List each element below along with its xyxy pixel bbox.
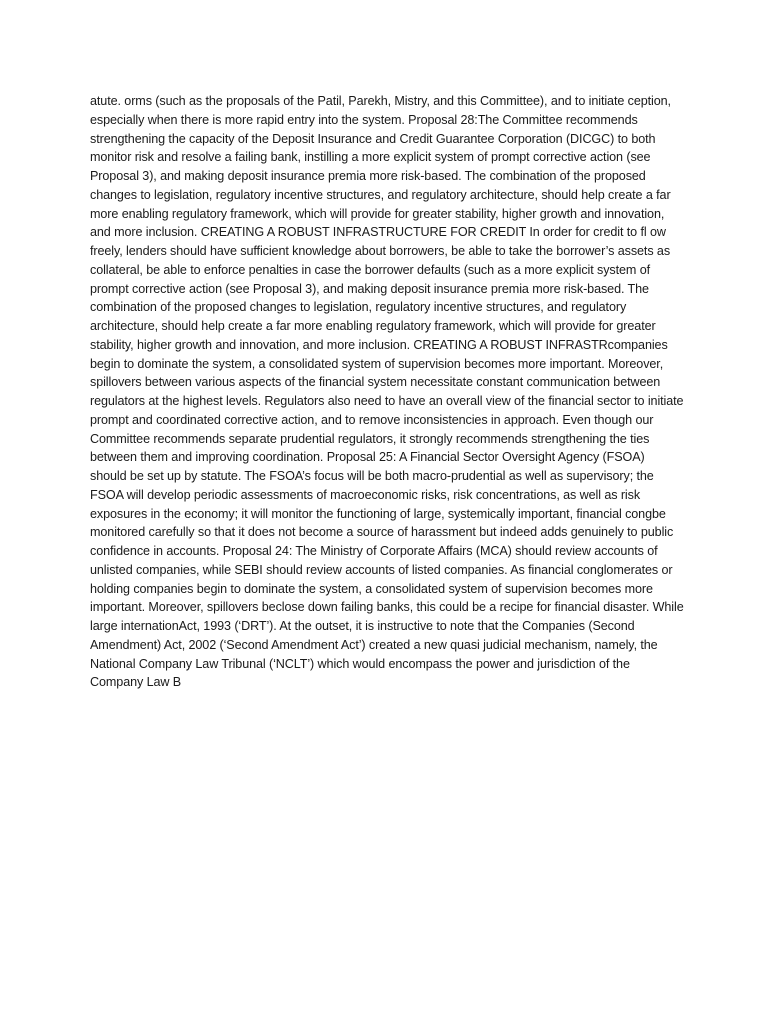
- body-paragraph: atute. orms (such as the proposals of the Patil, Parekh, Mistry, and this Committee), and to initiate ception, especially when there is more rapid entry into the system. Proposal 28:The Committee recommends strengthening the capacity of the Deposit Insurance and Credit Guarantee Corporation (DICGC) to both monitor risk and resolve a failing bank, instilling a more explicit system of prompt corrective action (see Proposal 3), and making deposit insurance premia more risk-based. The combination of the proposed changes to legislation, regulatory incentive structures, and regulatory architecture, should help create a far more enabling regulatory framework, which will provide for greater stability, higher growth and innovation, and more inclusion. CREATING A ROBUST INFRASTRUCTURE FOR CREDIT In order for credit to fl ow freely, lenders should have sufficient knowledge about borrowers, be able to take the borrower’s assets as collateral, be able to enforce penalties in case the borrower defaults (such as a more explicit system of prompt corrective action (see Proposal 3), and making deposit insurance premia more risk-based. The combination of the proposed changes to legislation, regulatory incentive structures, and regulatory architecture, should help create a far more enabling regulatory framework, which will provide for greater stability, higher growth and innovation, and more inclusion. CREATING A ROBUST INFRASTRcompanies begin to dominate the system, a consolidated system of supervision becomes more important. Moreover, spillovers between various aspects of the financial system necessitate constant communication between regulators at the highest levels. Regulators also need to have an overall view of the financial sector to initiate prompt and coordinated corrective action, and to remove inconsistencies in approach. Even though our Committee recommends separate prudential regulators, it strongly recommends strengthening the ties between them and improving coordination. Proposal 25: A Financial Sector Oversight Agency (FSOA) should be set up by statute. The FSOA’s focus will be both macro-prudential as well as supervisory; the FSOA will develop periodic assessments of macroeconomic risks, risk concentrations, as well as risk exposures in the economy; it will monitor the functioning of large, systemically important, financial congbe monitored carefully so that it does not become a source of harassment but indeed adds genuinely to public confidence in accounts. Proposal 24: The Ministry of Corporate Affairs (MCA) should review accounts of unlisted companies, while SEBI should review accounts of listed companies. As financial conglomerates or holding companies begin to dominate the system, a consolidated system of supervision becomes more important. Moreover, spillovers beclose down failing banks, this could be a recipe for financial disaster. While large internationAct, 1993 (‘DRT’). At the outset, it is instructive to note that the Companies (Second Amendment) Act, 2002 (‘Second Amendment Act’) created a new quasi judicial mechanism, namely, the National Company Law Tribunal (‘NCLT’) which would encompass the power and jurisdiction of the Company Law B: [90, 94, 684, 690]
